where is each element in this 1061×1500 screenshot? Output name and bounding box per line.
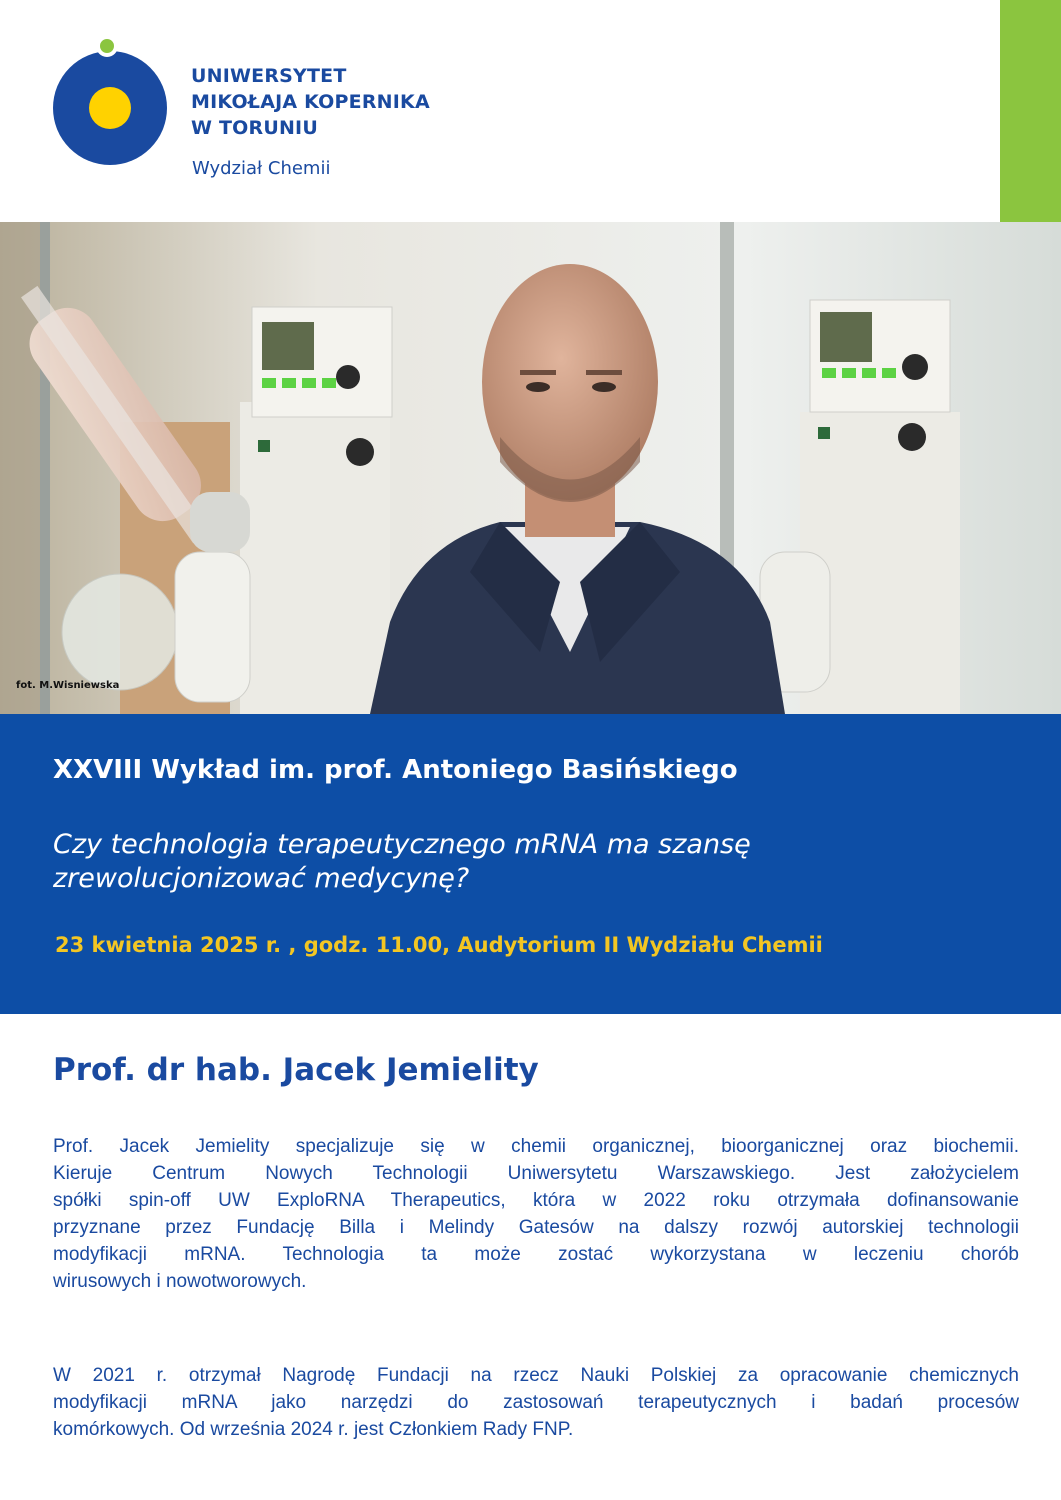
lecture-question-line-2: zrewolucjonizować medycynę? [53, 863, 470, 894]
bio-line: Kieruje Centrum Nowych Technologii Uniwersytetu Warszawskiego. Jest założycielem [53, 1163, 1019, 1184]
speaker-photo [0, 222, 1061, 714]
bio-line: komórkowych. Od września 2024 r. jest Członkiem Rady FNP. [53, 1419, 574, 1440]
university-name-line-3: W TORUNIU [191, 117, 318, 139]
bio-line: Prof. Jacek Jemielity specjalizuje się w chemii organicznej, bioorganicznej oraz biochemii. [53, 1136, 1019, 1157]
bio-line: modyfikacji mRNA. Technologia ta może zostać wykorzystana w leczeniu chorób [53, 1244, 1019, 1265]
bio-line: wirusowych i nowotworowych. [53, 1271, 307, 1292]
lecture-question [53, 828, 1013, 896]
faculty-name: Wydział Chemii [192, 158, 331, 179]
event-date-location: 23 kwietnia 2025 r. , godz. 11.00, Audytorium II Wydziału Chemii [55, 933, 823, 957]
photo-credit: fot. M.Wisniewska [16, 680, 120, 691]
green-accent-strip [1000, 0, 1061, 222]
bio-line: spółki spin-off UW ExploRNA Therapeutics, która w 2022 roku otrzymała dofinansowanie [53, 1190, 1019, 1211]
lecture-title: XXVIII Wykład im. prof. Antoniego Basińskiego [53, 755, 738, 785]
university-logo [50, 36, 170, 166]
speaker-bio-paragraph-1 [53, 1133, 1019, 1295]
university-name-line-1: UNIWERSYTET [191, 65, 347, 87]
university-name [191, 63, 430, 141]
bio-line: przyznane przez Fundację Billa i Melindy Gatesów na dalszy rozwój autorskiej technologii [53, 1217, 1019, 1238]
lecture-question-line-1: Czy technologia terapeutycznego mRNA ma szansę [53, 829, 751, 860]
university-name-line-2: MIKOŁAJA KOPERNIKA [191, 91, 430, 113]
bio-line: modyfikacji mRNA jako narzędzi do zastosowań terapeutycznych i badań procesów [53, 1392, 1019, 1413]
speaker-bio-paragraph-2 [53, 1362, 1019, 1443]
speaker-name: Prof. dr hab. Jacek Jemielity [53, 1052, 539, 1088]
bio-line: W 2021 r. otrzymał Nagrodę Fundacji na rzecz Nauki Polskiej za opracowanie chemicznych [53, 1365, 1019, 1386]
